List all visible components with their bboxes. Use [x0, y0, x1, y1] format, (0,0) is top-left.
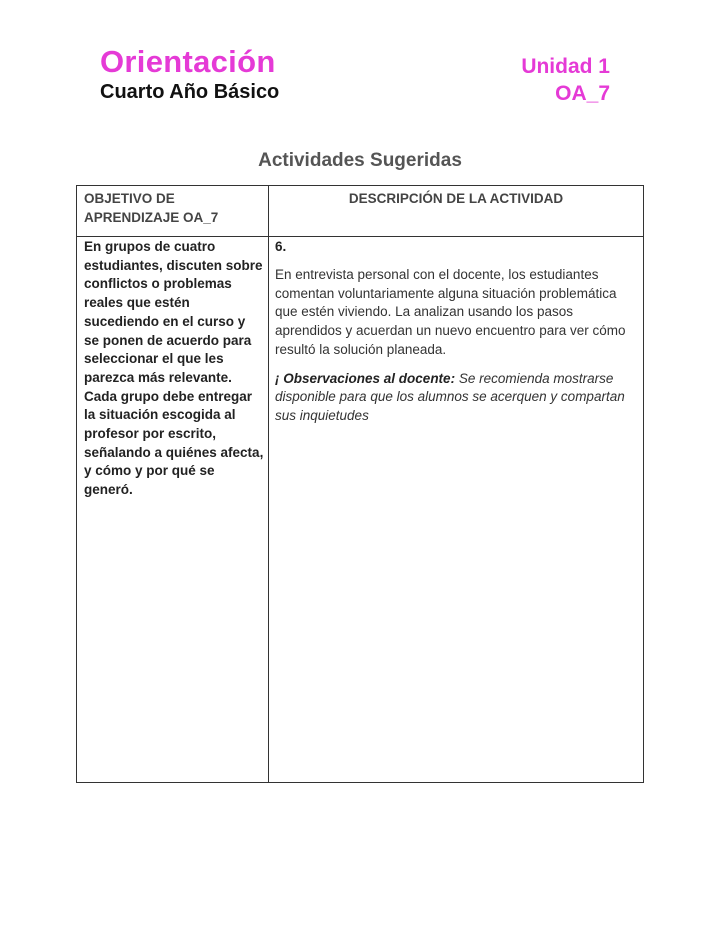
unit-label: Unidad 1: [521, 55, 610, 78]
subject-title: Orientación: [100, 44, 276, 79]
oa-code: OA_7: [555, 82, 610, 105]
objective-column-header: OBJETIVO DE APRENDIZAJE OA_7: [84, 191, 219, 225]
teacher-notes-label: ¡ Observaciones al docente:: [275, 370, 456, 386]
document-header-left: [100, 44, 279, 104]
description-cell: [275, 238, 637, 426]
teacher-notes: [275, 370, 637, 426]
grade-title: Cuarto Año Básico: [100, 81, 280, 103]
description-column-header: DESCRIPCIÓN DE LA ACTIVIDAD: [348, 191, 564, 206]
column-divider: [268, 186, 269, 782]
activity-table: [76, 185, 644, 783]
teacher-notes-text: Se recomienda mostrarse disponible para que los alumnos se acerquen y compartan sus inquietudes: [275, 370, 625, 423]
activity-description: En entrevista personal con el docente, los estudiantes comentan voluntariamente alguna situación problemática que estén viviendo. La analizan usando los pasos aprendidos y acuerdan un nuevo encuentro para ver cómo resultó la solución planeada.: [275, 267, 626, 357]
activity-number: 6.: [275, 239, 287, 254]
document-header-right: [521, 53, 610, 107]
header-row-divider: [77, 236, 643, 237]
section-heading: Actividades Sugeridas: [258, 150, 462, 171]
objective-cell: En grupos de cuatro estudiantes, discuten sobre conflictos o problemas reales que estén sucediendo en el curso y se ponen de acuerdo para seleccionar el que les parezca más relevante. Cada grupo debe entregar la situación escogida al profesor por escrito, señalando a quiénes afecta, y cómo y por qué se generó.: [84, 239, 264, 498]
